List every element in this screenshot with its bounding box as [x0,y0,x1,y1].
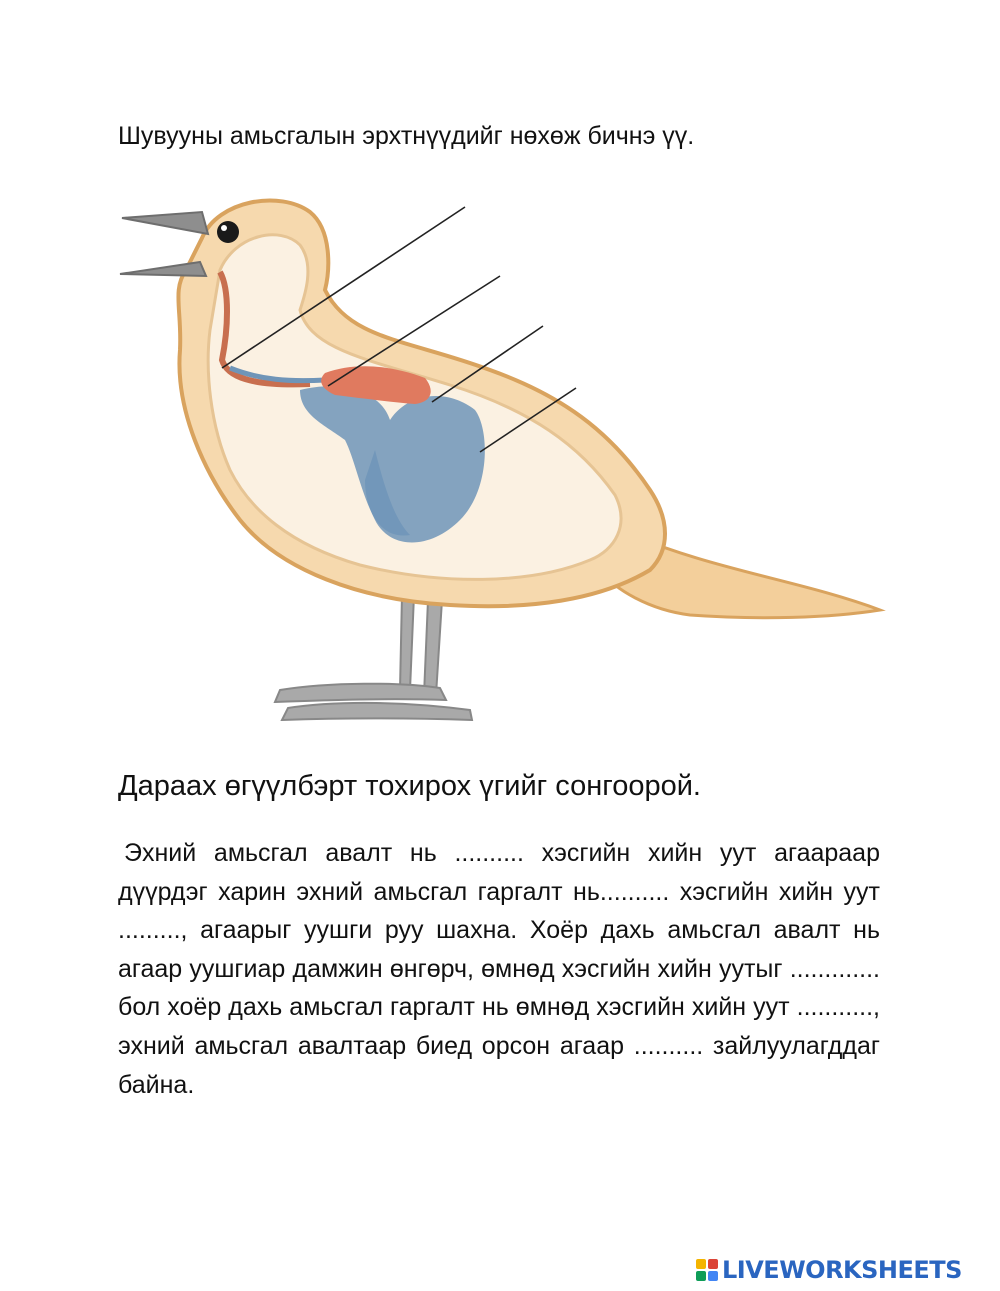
eye-highlight [221,225,227,231]
brand-text: LIVEWORKSHEETS [722,1256,962,1284]
bird-beak [120,212,208,276]
liveworksheets-logo-icon [696,1259,718,1281]
instruction-subtitle: Дараах өгүүлбэрт тохирох үгийг сонгоорой. [118,770,701,802]
bird-eye [217,221,239,243]
fill-in-paragraph: Эхний амьсгал авалт нь .......... хэсгийн хийн уут агаараар дүүрдэг харин эхний амьсгал гаргалт нь.......... хэсгийн хийн уут ........., агаарыг уушги руу шахна. Хоёр дахь амьсгал авалт нь агаар уушгиар дамжин өнгөрч, өмнөд хэсгийн хийн уутыг ............. бол хоёр дахь амьсгал гаргалт нь өмнөд хэсгийн хийн уут ..........., эхний амьсгал авалтаар биед орсон агаар .......... зайлуулагддаг байна. [118,839,880,1099]
bird-legs [275,595,472,720]
instruction-title: Шувууны амьсгалын эрхтнүүдийг нөхөж бичнэ үү. [118,122,695,150]
bird-diagram [110,190,890,740]
liveworksheets-brand [696,1254,962,1286]
